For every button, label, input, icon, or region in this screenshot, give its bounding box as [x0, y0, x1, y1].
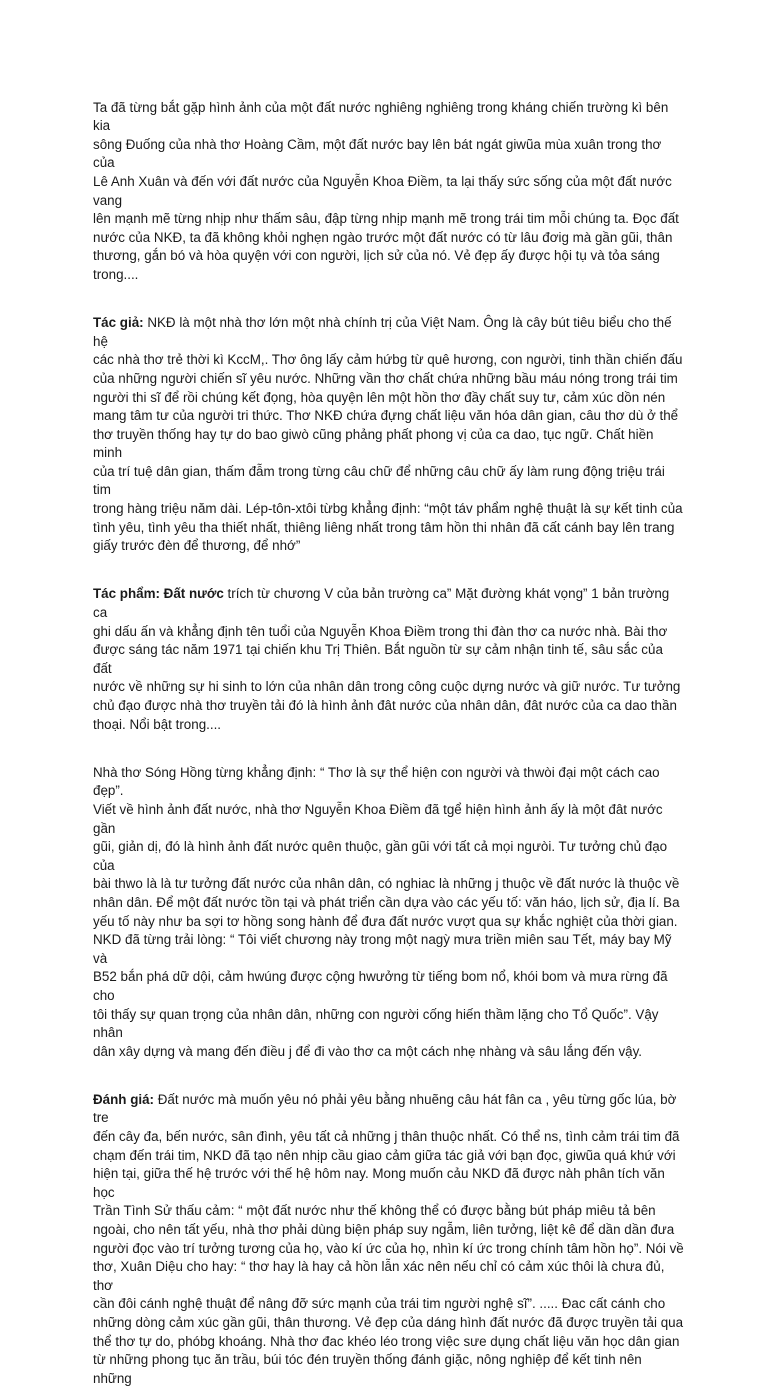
evaluation-text: Đất nước mà muốn yêu nó phải yêu bằng nhuẽng câu hát fân ca , yêu từng gốc lúa, bờ tre đến cây đa, bến nước, sân đình, yêu tất cả những j thân thuộc nhất. Có thể ns, tình cảm trái tim đã chạm đến trái tim, NKD đã tạo nên nhịp cầu giao cảm giữa tác giả với bạn đọc, giwũa quá khứ với hiện tại, giữa thế hệ trước với thế hệ hôm nay. Mong muốn cảu NKD đã được nàh phân tích văn học Trần Tình Sử thấu cảm: “ một đất nước như thế không thể có được bằng bút pháp miêu tả bên ngoài, cho nên tất yếu, nhà thơ phải dùng biện pháp suy ngẫm, liên tưởng, liệt kê để dần dần đưa người đọc vào trí tưởng tương của họ, vào kí ức của họ, nhìn kí ức trong chính tâm hồn họ”. Nói về thơ, Xuân Diệu cho hay: “ thơ hay là hay cả hồn lẫn xác nên nếu chỉ có cảm xúc thôi là chưa đủ, thơ cần đôi cánh nghệ thuật để nâng đỡ sức mạnh của trái tim người nghệ sĩ”. ..... Đac cất cánh cho những dòng cảm xúc gần gũi, thân thương. Vẻ đẹp của dáng hình đất nước đã được truyền tải qua thể thơ tự do, phóbg khoáng. Nhà thơ đac khéo léo trong việc sưe dụng chất liệu văn học dân gian từ những phong tục ăn trầu, búi tóc đén truyền thống đánh giặc, nông nghiệp để kết tinh nên những: [93, 1091, 684, 1386]
analysis-paragraph: [93, 745, 684, 1061]
evaluation-heading: Đánh giá:: [93, 1091, 155, 1107]
work-heading: Tác phẩm: Đất nước: [93, 586, 224, 602]
intro-paragraph: [93, 80, 684, 285]
work-text: trích từ chương V của bản trường ca” Mặt đường khát vọng” 1 bản trường ca ghi dấu ấn và khẳng định tên tuổi của Nguyễn Khoa Điềm trong thi đàn thơ ca nước nhà. Bài thơ được sáng tác năm 1971 tại chiến khu Trị Thiên. Bắt nguồn từ sự cảm nhận tinh tế, sâu sắc của đất nước về những sự hi sinh to lớn của nhân dân trong công cuộc dựng nước và giữ nước. Tư tưởng chủ đạo được nhà thơ truyền tải đó là hình ảnh đât nước của nhân dân, đât nước của ca dao thần thoại. Nổi bật trong....: [93, 586, 681, 732]
work-paragraph: [93, 567, 684, 734]
author-heading: Tác giả:: [93, 315, 144, 331]
author-text: NKĐ là một nhà thơ lớn một nhà chính trị của Việt Nam. Ông là cây bút tiêu biểu cho thế hệ các nhà thơ trẻ thời kì KccM,. Thơ ông lấy cảm hứbg từ quê hương, con người, tinh thần chiến đấu của những người chiến sĩ yêu nước. Những vần thơ chất chứa những bầu máu nóng trong trái tim người thi sĩ để rồi chúng kết đọng, hòa quyện lên một hồn thơ đầy chất suy tư, cảm xúc dồn nén mang tâm tư của người tri thức. Thơ NKĐ chứa đựng chất liệu văn hóa dân gian, câu thơ dù ở thể thơ truyền thống hay tự do bao giwò cũng phảng phất phong vị của ca dao, tục ngữ. Chất hiền minh của trí tuệ dân gian, thấm đẫm trong từng câu chữ để những câu chữ ấy làm rung động triệu trái tim trong hàng triệu năm dài. Lép-tôn-xtôi từbg khẳng định: “một táv phẩm nghệ thuật là sự kết tinh của tình yêu, tình yêu tha thiết nhất, thiêng liêng nhất trong tâm hồn thi nhân đã cất cánh bay lên trang giấy trước đèn để thương, để nhớ”: [93, 315, 683, 554]
analysis-text: Nhà thơ Sóng Hồng từng khẳng định: “ Thơ là sự thể hiện con người và thwòi đại một cách cao đẹp”. Viết về hình ảnh đất nước, nhà thơ Nguyễn Khoa Điềm đã tgể hiện hình ảnh ấy là một đât nước gần gũi, giản dị, đó là hình ảnh đất nước quên thuộc, gần gũi với tất cả mọi ngưòi. Tư tưởng chủ đạo của bài thwo là là tư tưởng đất nước của nhân dân, có nghiac là những j thuộc về đất nước là thuộc về nhân dân. Để một đất nước tồn tại và phát triển cần dựa vào các yếu tố: văn háo, lịch sử, địa lí. Ba yếu tố này như ba sợi tơ hồng song hành để đưa đất nước vượt qua sự khắc nghiệt của thời gian. NKD đã từng trải lòng: “ Tôi viết chương này trong một nagỳ mưa triền miên sau Tết, máy bay Mỹ và B52 bắn phá dữ dội, cảm hwúng được cộng hwưởng từ tiếng bom nổ, khói bom và mưa rừng đã cho tôi thấy sự quan trọng của nhân dân, những con người cống hiến thầm lặng cho Tổ Quốc”. Vậy nhân dân xây dựng và mang đến điều j để đi vào thơ ca một cách nhẹ nhàng và sâu lắng đến vậy.: [93, 764, 680, 1059]
evaluation-paragraph: [93, 1072, 684, 1388]
author-paragraph: [93, 296, 684, 556]
intro-text: Ta đã từng bắt gặp hình ảnh của một đất nước nghiêng nghiêng trong kháng chiến trường kì bên kia sông Đuống của nhà thơ Hoàng Cầm, một đất nước bay lên bát ngát giwũa mùa xuân trong thơ của Lê Anh Xuân và đến với đất nước của Nguyễn Khoa Điềm, ta lại thấy sức sống của một đất nước vang lên mạnh mẽ từng nhịp như thấm sâu, đập từng nhịp mạnh mẽ trong trái tim mỗi chúng ta. Đọc đất nước của NKĐ, ta đã không khỏi nghẹn ngào trước một đất nước có từ lâu đơig mà gần gũi, thân thương, gắn bó và hòa quyện với con người, lịch sử của nó. Vẻ đẹp ấy được hội tụ và tỏa sáng trong....: [93, 99, 679, 282]
